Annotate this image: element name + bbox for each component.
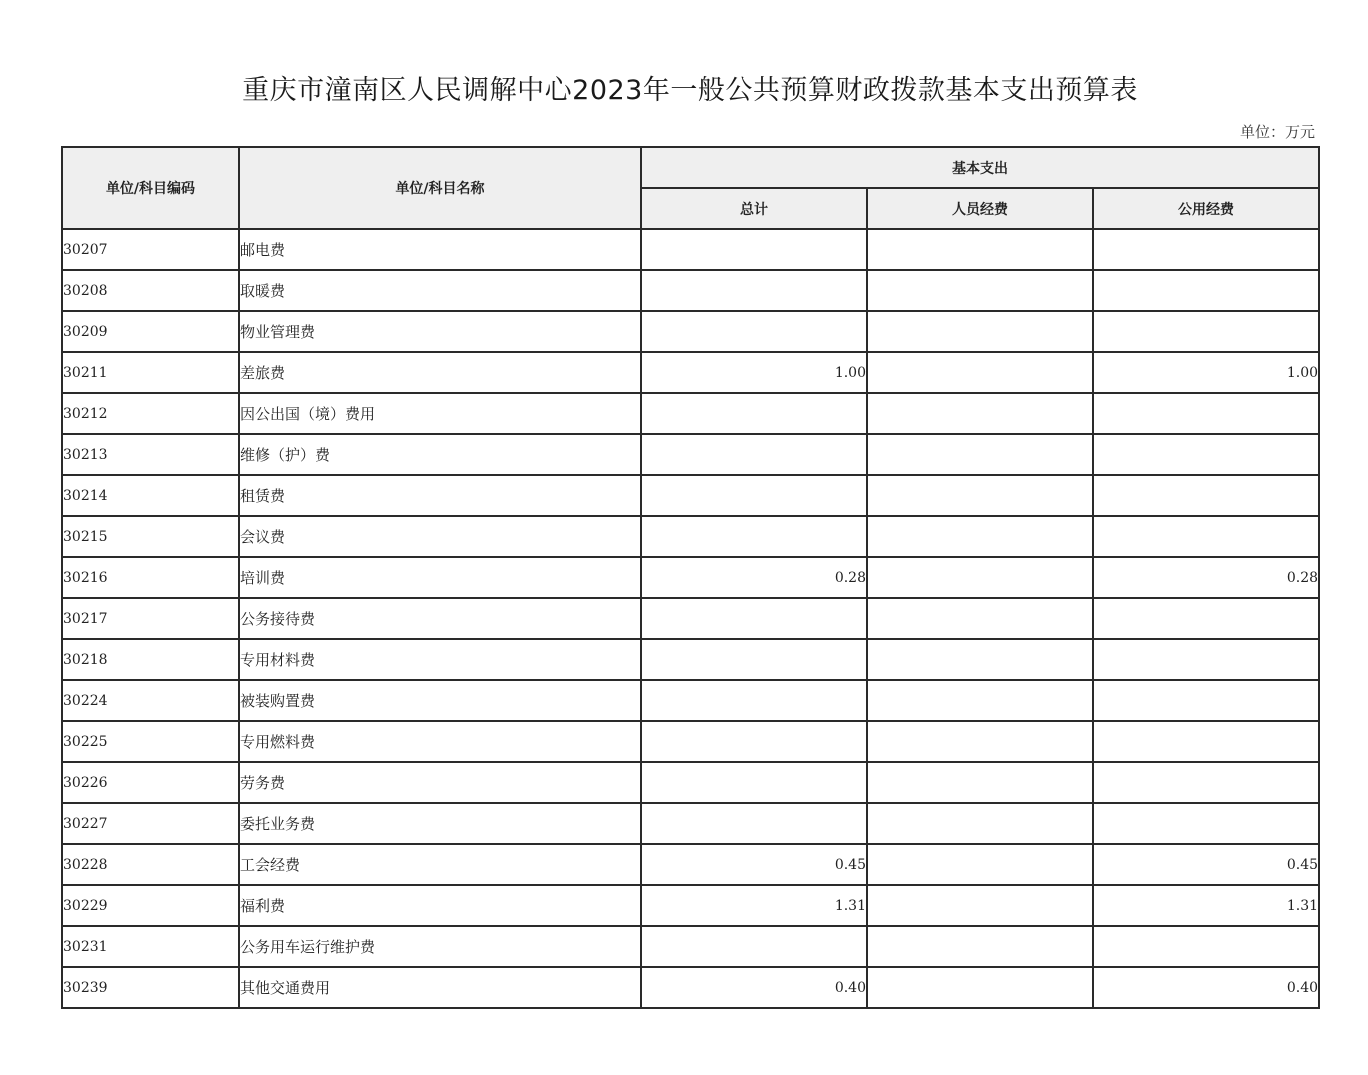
row-total: 1.31 [641, 885, 867, 926]
table-row [62, 844, 1319, 885]
row-personnel [867, 967, 1093, 1008]
row-total [641, 270, 867, 311]
row-code: 30229 [62, 885, 239, 926]
row-name: 邮电费 [239, 229, 641, 270]
row-name: 福利费 [239, 885, 641, 926]
table-row [62, 311, 1319, 352]
row-name: 专用燃料费 [239, 721, 641, 762]
row-code: 30216 [62, 557, 239, 598]
table-row [62, 393, 1319, 434]
row-public [1093, 434, 1319, 475]
row-code: 30231 [62, 926, 239, 967]
table-row [62, 926, 1319, 967]
row-personnel [867, 598, 1093, 639]
row-personnel [867, 680, 1093, 721]
row-personnel [867, 557, 1093, 598]
row-code: 30213 [62, 434, 239, 475]
table-row [62, 803, 1319, 844]
table-row [62, 598, 1319, 639]
row-personnel [867, 229, 1093, 270]
row-name: 专用材料费 [239, 639, 641, 680]
row-public [1093, 762, 1319, 803]
row-public [1093, 680, 1319, 721]
table-row [62, 352, 1319, 393]
row-personnel [867, 803, 1093, 844]
row-total [641, 762, 867, 803]
header-public: 公用经费 [1093, 188, 1319, 229]
row-name: 工会经费 [239, 844, 641, 885]
row-total: 0.40 [641, 967, 867, 1008]
table-row [62, 229, 1319, 270]
row-public: 0.40 [1093, 967, 1319, 1008]
row-personnel [867, 270, 1093, 311]
header-total: 总计 [641, 188, 867, 229]
row-name: 维修（护）费 [239, 434, 641, 475]
row-public: 1.31 [1093, 885, 1319, 926]
row-code: 30215 [62, 516, 239, 557]
row-code: 30239 [62, 967, 239, 1008]
row-code: 30228 [62, 844, 239, 885]
row-name: 公务接待费 [239, 598, 641, 639]
table-row [62, 639, 1319, 680]
row-personnel [867, 926, 1093, 967]
header-code: 单位/科目编码 [62, 147, 239, 229]
row-total [641, 516, 867, 557]
row-public [1093, 721, 1319, 762]
row-personnel [867, 475, 1093, 516]
row-total [641, 926, 867, 967]
row-personnel [867, 352, 1093, 393]
row-name: 会议费 [239, 516, 641, 557]
header-basic-expenditure: 基本支出 [641, 147, 1319, 188]
row-personnel [867, 311, 1093, 352]
row-name: 被装购置费 [239, 680, 641, 721]
row-total [641, 639, 867, 680]
row-name: 因公出国（境）费用 [239, 393, 641, 434]
row-total: 0.45 [641, 844, 867, 885]
row-code: 30207 [62, 229, 239, 270]
row-personnel [867, 516, 1093, 557]
row-public [1093, 311, 1319, 352]
table-row [62, 434, 1319, 475]
row-public [1093, 926, 1319, 967]
row-name: 租赁费 [239, 475, 641, 516]
row-total [641, 229, 867, 270]
table-row [62, 680, 1319, 721]
row-personnel [867, 434, 1093, 475]
row-code: 30214 [62, 475, 239, 516]
row-public [1093, 393, 1319, 434]
budget-table [61, 146, 1320, 1009]
row-code: 30211 [62, 352, 239, 393]
row-code: 30208 [62, 270, 239, 311]
row-public: 0.28 [1093, 557, 1319, 598]
row-name: 物业管理费 [239, 311, 641, 352]
row-personnel [867, 639, 1093, 680]
row-total: 0.28 [641, 557, 867, 598]
table-row [62, 270, 1319, 311]
table-row [62, 721, 1319, 762]
row-public [1093, 475, 1319, 516]
table-row [62, 967, 1319, 1008]
row-public: 1.00 [1093, 352, 1319, 393]
row-total: 1.00 [641, 352, 867, 393]
row-name: 委托业务费 [239, 803, 641, 844]
row-total [641, 393, 867, 434]
row-code: 30218 [62, 639, 239, 680]
row-name: 公务用车运行维护费 [239, 926, 641, 967]
row-personnel [867, 393, 1093, 434]
row-personnel [867, 885, 1093, 926]
row-name: 培训费 [239, 557, 641, 598]
table-row [62, 885, 1319, 926]
page-title: 重庆市潼南区人民调解中心2023年一般公共预算财政拨款基本支出预算表 [242, 75, 1138, 106]
table-body [62, 229, 1319, 1008]
unit-label: 单位：万元 [1239, 123, 1315, 141]
header-personnel: 人员经费 [867, 188, 1093, 229]
row-total [641, 803, 867, 844]
header-row-1 [62, 147, 1319, 188]
row-total [641, 311, 867, 352]
row-total [641, 475, 867, 516]
table-row [62, 516, 1319, 557]
row-total [641, 680, 867, 721]
table-row [62, 762, 1319, 803]
row-name: 其他交通费用 [239, 967, 641, 1008]
row-code: 30225 [62, 721, 239, 762]
row-code: 30226 [62, 762, 239, 803]
row-public [1093, 270, 1319, 311]
row-public [1093, 803, 1319, 844]
row-total [641, 598, 867, 639]
row-public [1093, 229, 1319, 270]
row-public [1093, 516, 1319, 557]
row-personnel [867, 762, 1093, 803]
row-public [1093, 639, 1319, 680]
row-personnel [867, 844, 1093, 885]
row-personnel [867, 721, 1093, 762]
table-row [62, 475, 1319, 516]
row-public: 0.45 [1093, 844, 1319, 885]
row-code: 30224 [62, 680, 239, 721]
row-public [1093, 598, 1319, 639]
row-name: 差旅费 [239, 352, 641, 393]
row-total [641, 721, 867, 762]
row-name: 取暖费 [239, 270, 641, 311]
row-code: 30212 [62, 393, 239, 434]
header-name: 单位/科目名称 [239, 147, 641, 229]
row-code: 30227 [62, 803, 239, 844]
row-code: 30217 [62, 598, 239, 639]
row-name: 劳务费 [239, 762, 641, 803]
table-row [62, 557, 1319, 598]
row-total [641, 434, 867, 475]
row-code: 30209 [62, 311, 239, 352]
